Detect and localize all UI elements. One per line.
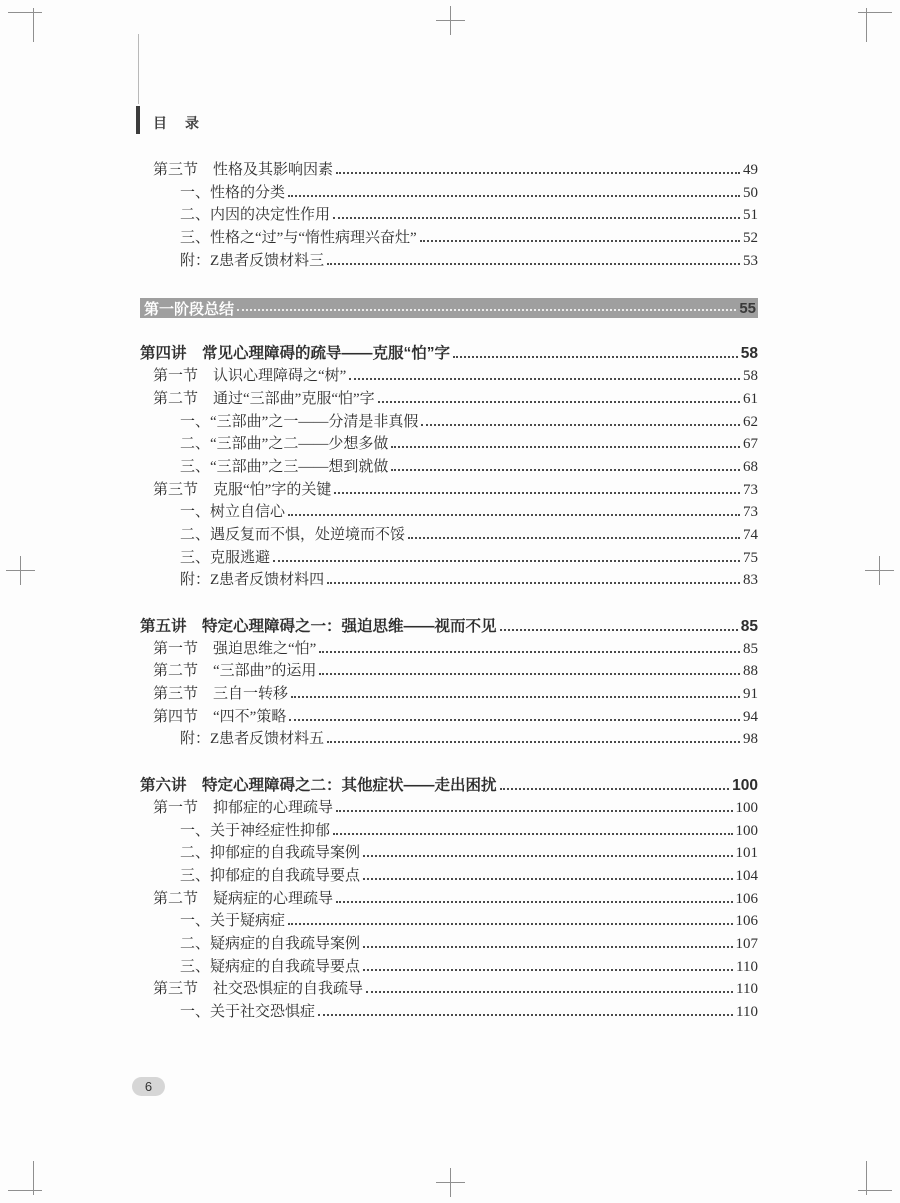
toc-entry: [140, 932, 758, 955]
dot-leader: [327, 263, 740, 265]
toc-entry: [140, 841, 758, 864]
toc-entry-page: 100: [732, 777, 758, 795]
toc-entry-title: 三、克服逃避: [180, 549, 271, 566]
dot-leader: [336, 810, 732, 812]
crop-mark-bottom-left-v: [33, 1161, 34, 1195]
dot-leader: [334, 492, 740, 494]
dot-leader: [288, 514, 740, 516]
toc-entry: [140, 819, 758, 842]
toc-entry-title: 第一节 抑郁症的心理疏导: [153, 799, 334, 816]
toc-entry-page: 49: [743, 162, 758, 178]
toc-entry-page: 110: [736, 981, 758, 998]
toc-entry: [140, 432, 758, 455]
toc-entry-title: 第四讲 常见心理障碍的疏导——克服“怕”字: [140, 345, 451, 363]
toc-entry-page: 73: [743, 481, 758, 498]
toc-entry-title: 二、“三部曲”之二——少想多做: [180, 436, 389, 453]
toc-entry-page: 52: [743, 230, 758, 247]
crop-mark-bottom-right-h: [858, 1190, 892, 1191]
toc-entry: [140, 682, 758, 705]
dot-leader: [318, 1014, 733, 1016]
toc-entry: [140, 637, 758, 660]
dot-leader: [391, 446, 740, 448]
toc-entry-title: 一、关于神经症性抑郁: [180, 822, 331, 839]
header-rule: [138, 34, 139, 104]
dot-leader: [363, 855, 732, 857]
toc-entry-title: 一、“三部曲”之一——分清是非真假: [180, 413, 419, 430]
toc-entry: [140, 298, 758, 318]
toc-entry: [140, 773, 758, 796]
dot-leader: [349, 378, 740, 380]
crop-mark-bottom-left-h: [8, 1190, 42, 1191]
toc-entry: [140, 158, 758, 181]
toc-entry: [140, 909, 758, 932]
toc-entry: [140, 478, 758, 501]
toc-entry-page: 101: [735, 845, 758, 862]
header-accent-bar: [136, 106, 140, 134]
dot-leader: [336, 901, 732, 903]
toc-entry: [140, 977, 758, 1000]
dot-leader: [288, 195, 740, 197]
toc-entry-page: 106: [735, 890, 758, 907]
toc-entry-page: 94: [743, 708, 758, 725]
toc-entry: [140, 796, 758, 819]
toc-entry: [140, 500, 758, 523]
toc-entry-page: 68: [743, 458, 758, 475]
toc-entry-title: 第六讲 特定心理障碍之二：其他症状——走出困扰: [140, 777, 497, 795]
toc-entry-page: 107: [735, 935, 758, 952]
crop-mark-bottom-center-v: [450, 1168, 451, 1197]
toc-entry-page: 110: [736, 958, 758, 975]
dot-leader: [363, 969, 733, 971]
toc-entry: [140, 887, 758, 910]
dot-leader: [391, 469, 740, 471]
toc-entry-title: 三、疑病症的自我疏导要点: [180, 958, 361, 975]
toc-entry-title: 第四节 “四不”策略: [153, 708, 287, 725]
toc-entry-title: 第一节 认识心理障碍之“树”: [153, 368, 347, 385]
toc-entry: [140, 864, 758, 887]
crop-mark-top-right-v: [866, 8, 867, 42]
dot-leader: [453, 356, 738, 358]
toc-entry: [140, 727, 758, 750]
toc-entry: [140, 568, 758, 591]
crop-mark-top-left-h: [8, 12, 42, 13]
crop-mark-bottom-right-v: [866, 1161, 867, 1195]
dot-leader: [319, 651, 740, 653]
toc-entry: [140, 614, 758, 637]
dot-leader: [500, 788, 730, 790]
toc-entry-title: 第二节 疑病症的心理疏导: [153, 890, 334, 907]
toc-entry: [140, 1000, 758, 1023]
dot-leader: [500, 629, 738, 631]
toc-entry-title: 第三节 性格及其影响因素: [153, 162, 334, 178]
toc-entry: [140, 705, 758, 728]
toc-entry-page: 100: [735, 822, 758, 839]
toc-entry-page: 50: [743, 184, 758, 201]
dot-leader: [273, 560, 740, 562]
toc-entry-page: 91: [743, 686, 758, 703]
toc-entry: [140, 955, 758, 978]
toc-entry: [140, 410, 758, 433]
toc-entry-title: 第三节 三自一转移: [153, 686, 289, 703]
toc-entry: [140, 387, 758, 410]
dot-leader: [363, 878, 732, 880]
toc-entry-title: 附：Z患者反馈材料四: [180, 572, 325, 589]
toc-entry-title: 二、疑病症的自我疏导案例: [180, 935, 361, 952]
dot-leader: [333, 217, 740, 219]
crop-mark-top-left-v: [33, 8, 34, 42]
toc-entry: [140, 341, 758, 364]
toc-entry-page: 61: [743, 390, 758, 407]
dot-leader: [408, 537, 740, 539]
dot-leader: [288, 923, 732, 925]
toc-entry-title: 一、性格的分类: [180, 184, 286, 201]
toc-entry-title: 第五讲 特定心理障碍之一：强迫思维——视而不见: [140, 618, 497, 635]
footer-page-number: 6: [132, 1077, 165, 1096]
toc-list: [140, 158, 758, 1023]
toc-entry-page: 74: [743, 526, 758, 543]
toc-entry: [140, 181, 758, 204]
toc-entry-page: 58: [743, 368, 758, 385]
toc-entry-page: 53: [743, 252, 758, 269]
dot-leader: [327, 741, 740, 743]
toc-entry: [140, 546, 758, 569]
toc-entry-page: 106: [735, 913, 758, 930]
toc-entry-title: 附：Z患者反馈材料五: [180, 731, 325, 748]
toc-entry: [140, 226, 758, 249]
dot-leader: [366, 991, 733, 993]
toc-entry: [140, 455, 758, 478]
toc-entry-page: 98: [743, 731, 758, 748]
dot-leader: [336, 172, 740, 174]
page-title: 目 录: [153, 115, 201, 131]
toc-entry-title: 二、抑郁症的自我疏导案例: [180, 845, 361, 862]
toc-entry-title: 附：Z患者反馈材料三: [180, 252, 325, 269]
toc-entry: [140, 203, 758, 226]
toc-entry-page: 83: [743, 572, 758, 589]
dot-leader: [237, 309, 736, 311]
toc-entry-title: 第三节 社交恐惧症的自我疏导: [153, 981, 364, 998]
dot-leader: [333, 833, 732, 835]
dot-leader: [291, 696, 740, 698]
toc-entry-title: 一、关于社交恐惧症: [180, 1004, 316, 1020]
dot-leader: [420, 240, 740, 242]
dot-leader: [319, 673, 740, 675]
toc-entry-title: 一、树立自信心: [180, 504, 286, 521]
toc-entry-title: 三、“三部曲”之三——想到就做: [180, 458, 389, 475]
toc-entry-page: 62: [743, 413, 758, 430]
toc-entry-page: 55: [739, 299, 756, 317]
toc-entry-page: 100: [735, 799, 758, 816]
toc-entry: [140, 249, 758, 272]
toc-entry-title: 第一节 强迫思维之“怕”: [153, 640, 317, 657]
toc-entry-title: 一、关于疑病症: [180, 913, 286, 930]
toc-entry-page: 85: [740, 618, 758, 635]
dot-leader: [421, 424, 740, 426]
toc-entry-page: 88: [743, 663, 758, 680]
dot-leader: [363, 946, 732, 948]
toc-entry: [140, 523, 758, 546]
toc-entry-page: 73: [743, 504, 758, 521]
toc-entry: [140, 659, 758, 682]
toc-entry-title: 二、遇反复而不惧，处逆境而不馁: [180, 526, 406, 543]
dot-leader: [327, 582, 740, 584]
toc-entry-title: 第一阶段总结: [144, 300, 235, 318]
toc-entry-title: 第二节 “三部曲”的运用: [153, 663, 317, 680]
toc-entry-title: 三、抑郁症的自我疏导要点: [180, 867, 361, 884]
dot-leader: [378, 401, 740, 403]
toc-entry-title: 第三节 克服“怕”字的关键: [153, 481, 332, 498]
toc-entry-page: 51: [743, 207, 758, 224]
crop-mark-top-center-v: [450, 6, 451, 35]
crop-mark-left-middle-v: [20, 556, 21, 585]
crop-mark-right-middle-v: [879, 556, 880, 585]
toc-entry-page: 110: [736, 1004, 758, 1020]
crop-mark-top-right-h: [858, 12, 892, 13]
toc-entry-title: 二、内因的决定性作用: [180, 207, 331, 224]
toc-entry-title: 三、性格之“过”与“惰性病理兴奋灶”: [180, 230, 417, 247]
toc-entry-page: 75: [743, 549, 758, 566]
toc-entry-title: 第二节 通过“三部曲”克服“怕”字: [153, 390, 375, 407]
toc-entry-page: 58: [740, 345, 758, 363]
dot-leader: [289, 719, 740, 721]
toc-entry: [140, 364, 758, 387]
toc-entry-page: 67: [743, 436, 758, 453]
toc-entry-page: 104: [735, 867, 758, 884]
toc-entry-page: 85: [743, 640, 758, 657]
